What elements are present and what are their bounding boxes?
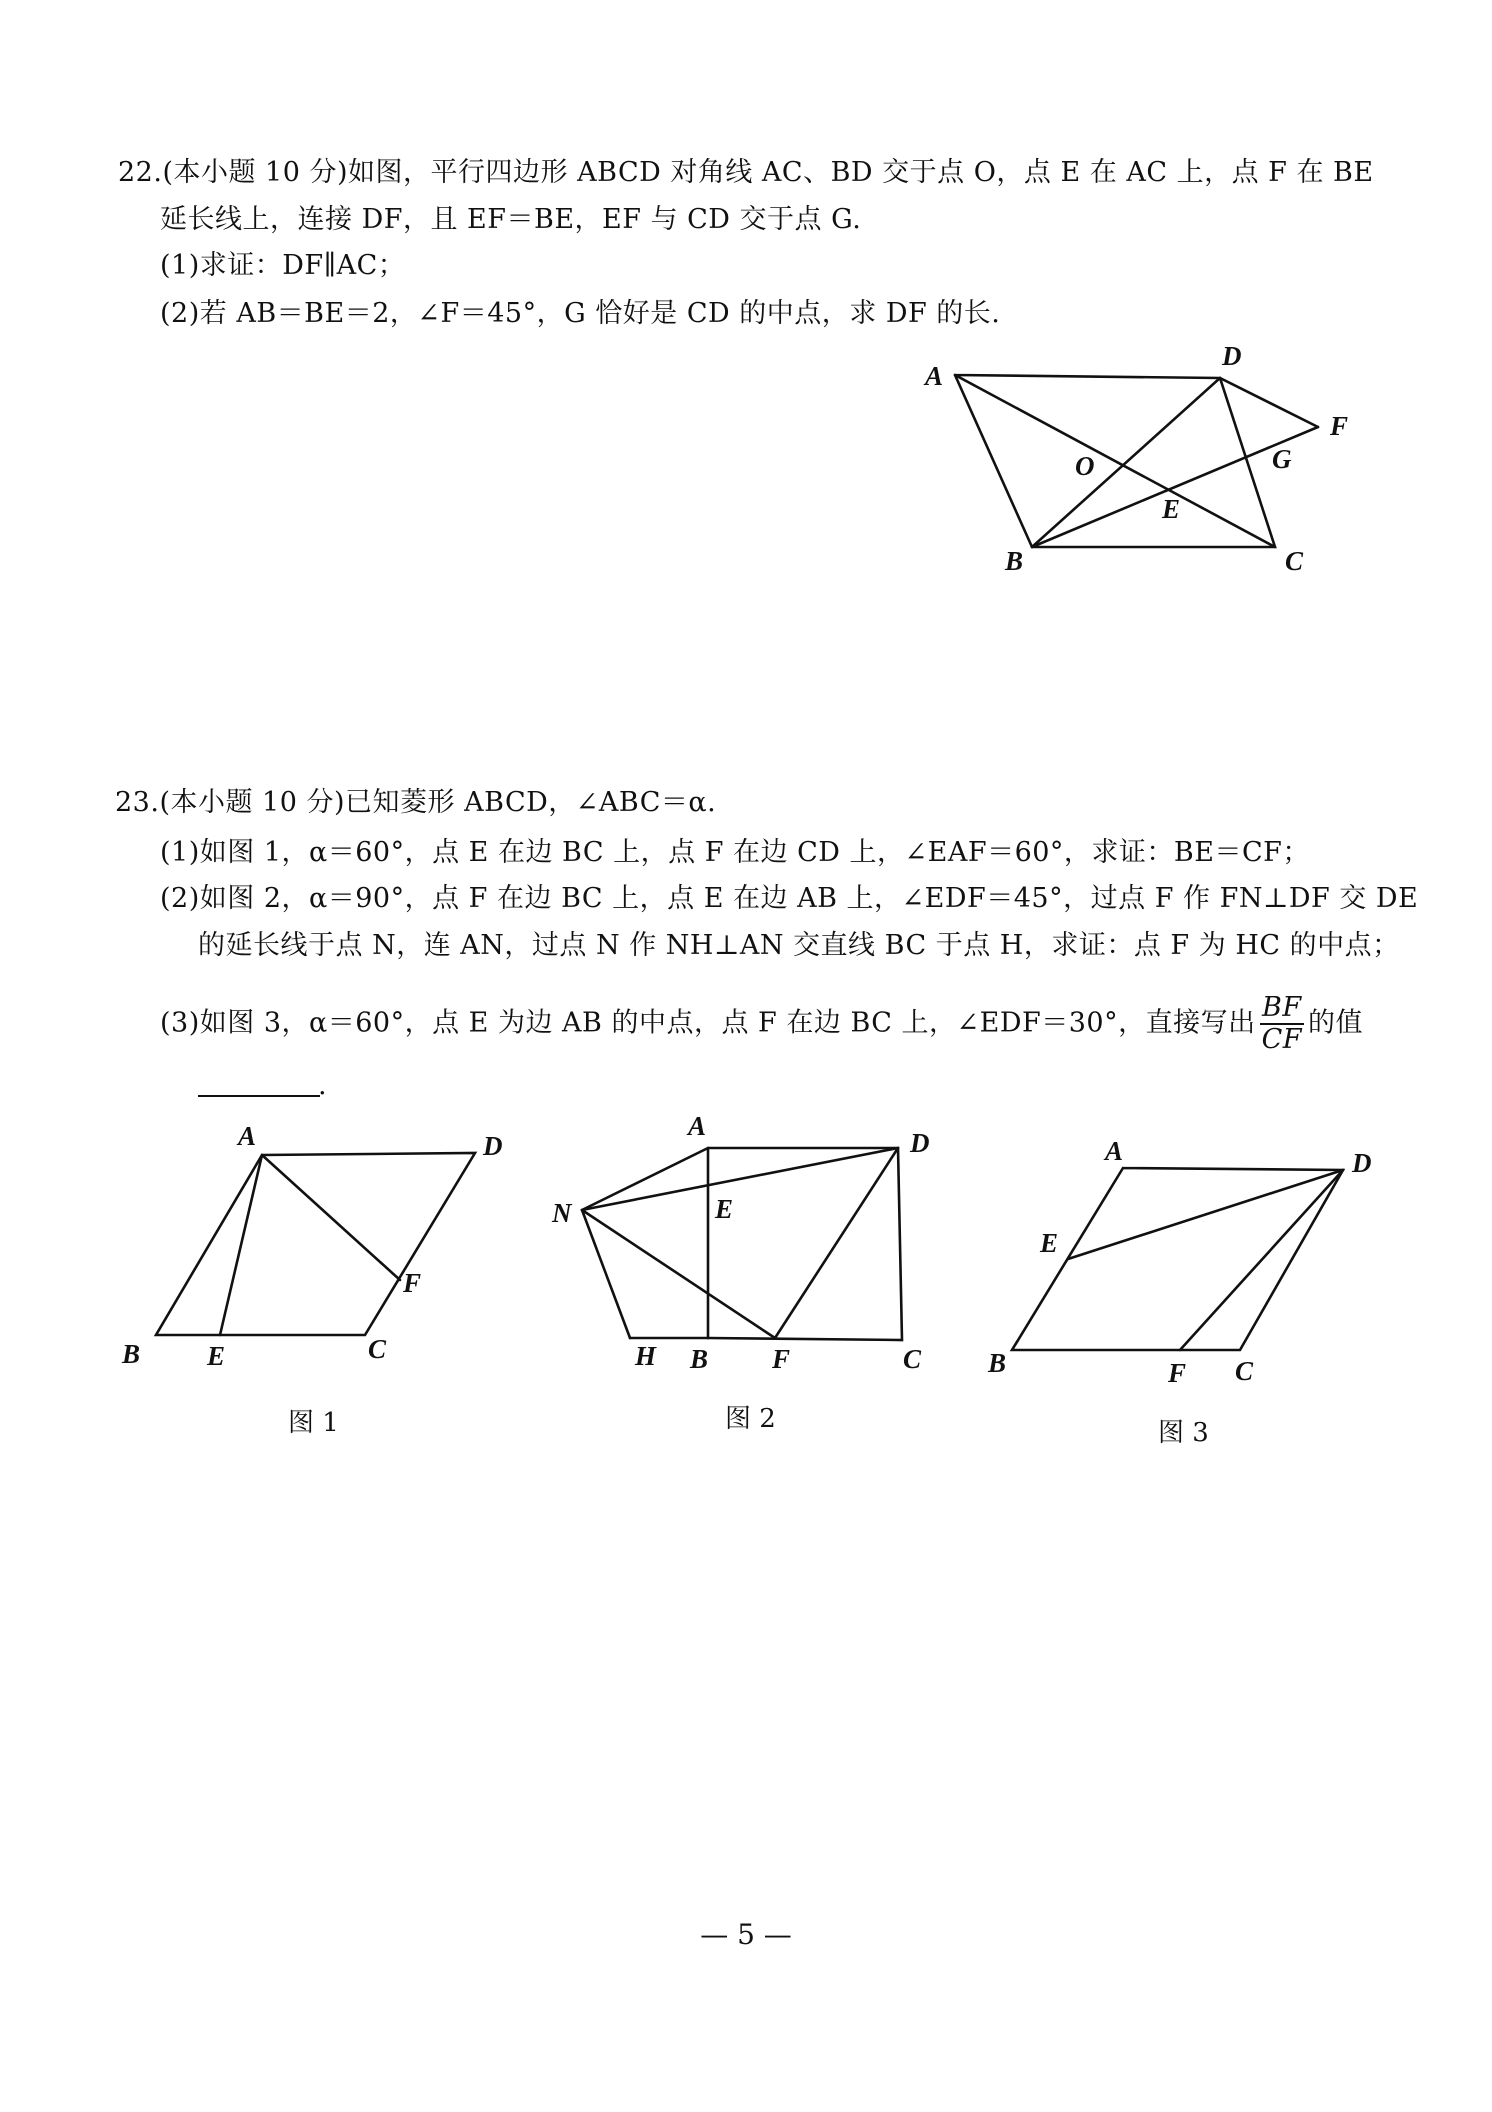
fig3-label-b: B: [988, 1348, 1007, 1378]
fig2-label-a: A: [688, 1111, 707, 1141]
fig2-label-d: D: [910, 1128, 930, 1158]
q23-stem: 23.(本小题 10 分)已知菱形 ABCD，∠ABC＝α.: [115, 787, 717, 818]
fraction-numerator: BF: [1260, 993, 1304, 1025]
fig1-rhombus: [156, 1153, 475, 1335]
fig2-line-nd: [582, 1148, 898, 1210]
q22-label-b: B: [1005, 546, 1024, 576]
fig2-label-c: C: [903, 1344, 922, 1374]
fig1-label-b: B: [122, 1339, 141, 1369]
q22-label-g: G: [1272, 444, 1292, 474]
q22-label-o: O: [1075, 451, 1095, 481]
q22-part2: (2)若 AB＝BE＝2，∠F＝45°，G 恰好是 CD 的中点，求 DF 的长.: [160, 298, 1001, 329]
fig2-label-f: F: [772, 1344, 791, 1374]
fig1-caption: 图 1: [288, 1408, 339, 1438]
q23-part3-prefix: (3)如图 3，α＝60°，点 E 为边 AB 的中点，点 F 在边 BC 上，∠EDF＝30°，直接写出: [160, 1007, 1256, 1039]
fig3-label-f: F: [1168, 1358, 1187, 1388]
fig2-square: [708, 1148, 902, 1340]
fig2-label-h: H: [635, 1341, 657, 1371]
fig1-label-c: C: [368, 1334, 387, 1364]
q22-label-e: E: [1162, 494, 1181, 524]
q22-part1: (1)求证：DF∥AC；: [160, 250, 406, 281]
fig1-label-f: F: [403, 1268, 422, 1298]
fraction-denominator: CF: [1261, 1024, 1303, 1055]
q23-part3-suffix: 的值: [1308, 1007, 1364, 1039]
fig1-line-ae: [220, 1155, 262, 1335]
fig2-line-na: [582, 1148, 708, 1210]
fig3-rhombus: [1012, 1168, 1343, 1350]
fig2-line-df: [775, 1148, 898, 1338]
q22-stem-line1: 22.(本小题 10 分)如图，平行四边形 ABCD 对角线 AC、BD 交于点 O，点 E 在 AC 上，点 F 在 BE: [118, 157, 1374, 188]
q22-label-a: A: [925, 361, 944, 391]
q22-label-f: F: [1330, 411, 1349, 441]
q22-label-c: C: [1285, 546, 1304, 576]
fig2-line-nh: [582, 1210, 630, 1338]
fig2-line-nf: [582, 1210, 775, 1338]
fig3-label-c: C: [1235, 1356, 1254, 1386]
fig2-label-n: N: [552, 1198, 572, 1228]
fig1-label-a: A: [238, 1121, 257, 1151]
q23-figure-1: [121, 1121, 503, 1371]
fig1-label-d: D: [483, 1131, 503, 1161]
q23-part2-line2: 的延长线于点 N，连 AN，过点 N 作 NH⊥AN 交直线 BC 于点 H，求证：点 F 为 HC 的中点；: [198, 930, 1400, 961]
fig3-label-e: E: [1040, 1228, 1059, 1258]
q22-stem-line2: 延长线上，连接 DF，且 EF＝BE，EF 与 CD 交于点 G.: [160, 204, 862, 235]
q23-part1: (1)如图 1，α＝60°，点 E 在边 BC 上，点 F 在边 CD 上，∠EAF＝60°，求证：BE＝CF；: [160, 837, 1310, 868]
fig1-label-e: E: [207, 1341, 226, 1371]
fig3-label-a: A: [1105, 1136, 1124, 1166]
q22-label-d: D: [1222, 341, 1242, 371]
q23-part2-line1: (2)如图 2，α＝90°，点 F 在边 BC 上，点 E 在边 AB 上，∠EDF＝45°，过点 F 作 FN⊥DF 交 DE: [160, 883, 1419, 914]
fig2-label-e: E: [715, 1194, 734, 1224]
fig2-caption: 图 2: [725, 1404, 776, 1434]
answer-blank-period: .: [318, 1070, 327, 1101]
fig1-line-af: [262, 1155, 400, 1280]
fig3-caption: 图 3: [1158, 1418, 1209, 1448]
page-number: — 5 —: [700, 1918, 792, 1951]
fig2-label-b: B: [690, 1344, 709, 1374]
q23-figure-2: [551, 1111, 930, 1374]
fig3-label-d: D: [1352, 1148, 1372, 1178]
q23-figure-3: [987, 1136, 1372, 1388]
